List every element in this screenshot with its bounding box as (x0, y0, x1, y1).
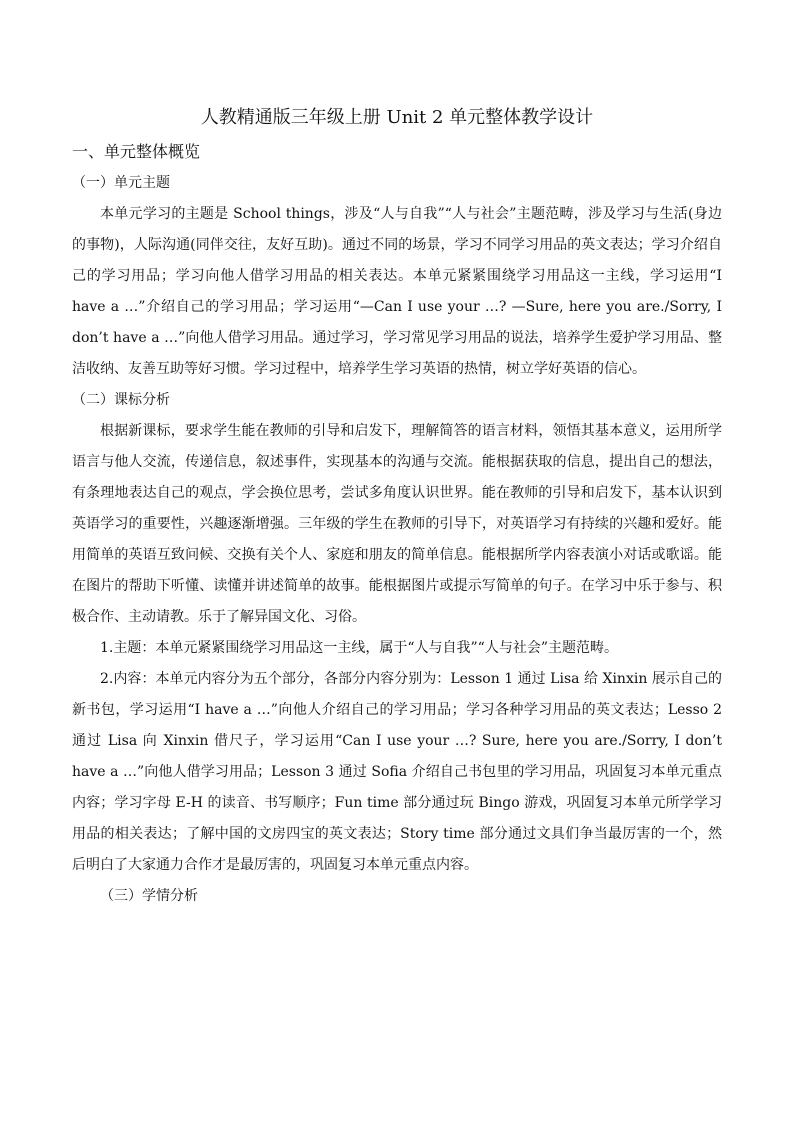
paragraph-theme-point: 1.主题：本单元紧紧围绕学习用品这一主线，属于“人与自我”“人与社会”主题范畴。 (100, 640, 618, 656)
paragraph-unit-theme: 本单元学习的主题是 School things，涉及“人与自我”“人与社会”主题范畴，涉及学习与生活(身边的事物)，人际沟通(同伴交往，友好互助)。通过不同的场景，学习不同学习用品的英文表达；学习介绍自己的学习用品；学习向他人借学习用品的相关表达。本单元紧紧围绕学习用品这一主线，学习运用“I have a …”介绍自己的学习用品；学习运用“—Can I use your …? —Sure, here you are./Sorry, I don’t have a …”向他人借学习用品。通过学习，学习常见学习用品的说法，培养学生爱护学习用品、整洁收纳、友善互助等好习惯。学习过程中，培养学生学习英语的热情，树立学好英语的信心。 (72, 206, 722, 377)
subheading-learner-analysis: （三）学情分析 (100, 888, 198, 904)
document-title: 人教精通版三年级上册 Unit 2 单元整体教学设计 (200, 107, 594, 128)
subheading-curriculum-analysis: （二）课标分析 (72, 392, 170, 408)
subheading-unit-theme: （一）单元主题 (72, 175, 170, 191)
section-heading-overview: 一、单元整体概览 (72, 142, 201, 161)
paragraph-content-point: 2.内容：本单元内容分为五个部分，各部分内容分别为：Lesson 1 通过 Lisa 给 Xinxin 展示自己的新书包，学习运用“I have a …”向他人介绍自己的学习用品；学习各种学习用品的英文表达；Lesso 2 通过 Lisa 向 Xinxin 借尺子，学习运用“Can I use your …? Sure, here you are./Sorry, I don’t have a …”向他人借学习用品；Lesson 3 通过 Sofia 介绍自己书包里的学习用品，巩固复习本单元重点内容；学习字母 E-H 的读音、书写顺序；Fun time 部分通过玩 Bingo 游戏，巩固复习本单元所学学习用品的相关表达；了解中国的文房四宝的英文表达；Story time 部分通过文具们争当最厉害的一个，然后明白了大家通力合作才是最厉害的，巩固复习本单元重点内容。 (72, 671, 722, 873)
paragraph-curriculum-analysis: 根据新课标，要求学生能在教师的引导和启发下，理解简答的语言材料，领悟其基本意义，运用所学语言与他人交流，传递信息，叙述事件，实现基本的沟通与交流。能根据获取的信息，提出自己的想法，有条理地表达自己的观点，学会换位思考，尝试多角度认识世界。能在教师的引导和启发下，基本认识到英语学习的重要性，兴趣逐渐增强。三年级的学生在教师的引导下，对英语学习有持续的兴趣和爱好。能用简单的英语互致问候、交换有关个人、家庭和朋友的简单信息。能根据所学内容表演小对话或歌谣。能在图片的帮助下听懂、读懂并讲述简单的故事。能根据图片或提示写简单的句子。在学习中乐于参与、积极合作、主动请教。乐于了解异国文化、习俗。 (72, 423, 722, 625)
